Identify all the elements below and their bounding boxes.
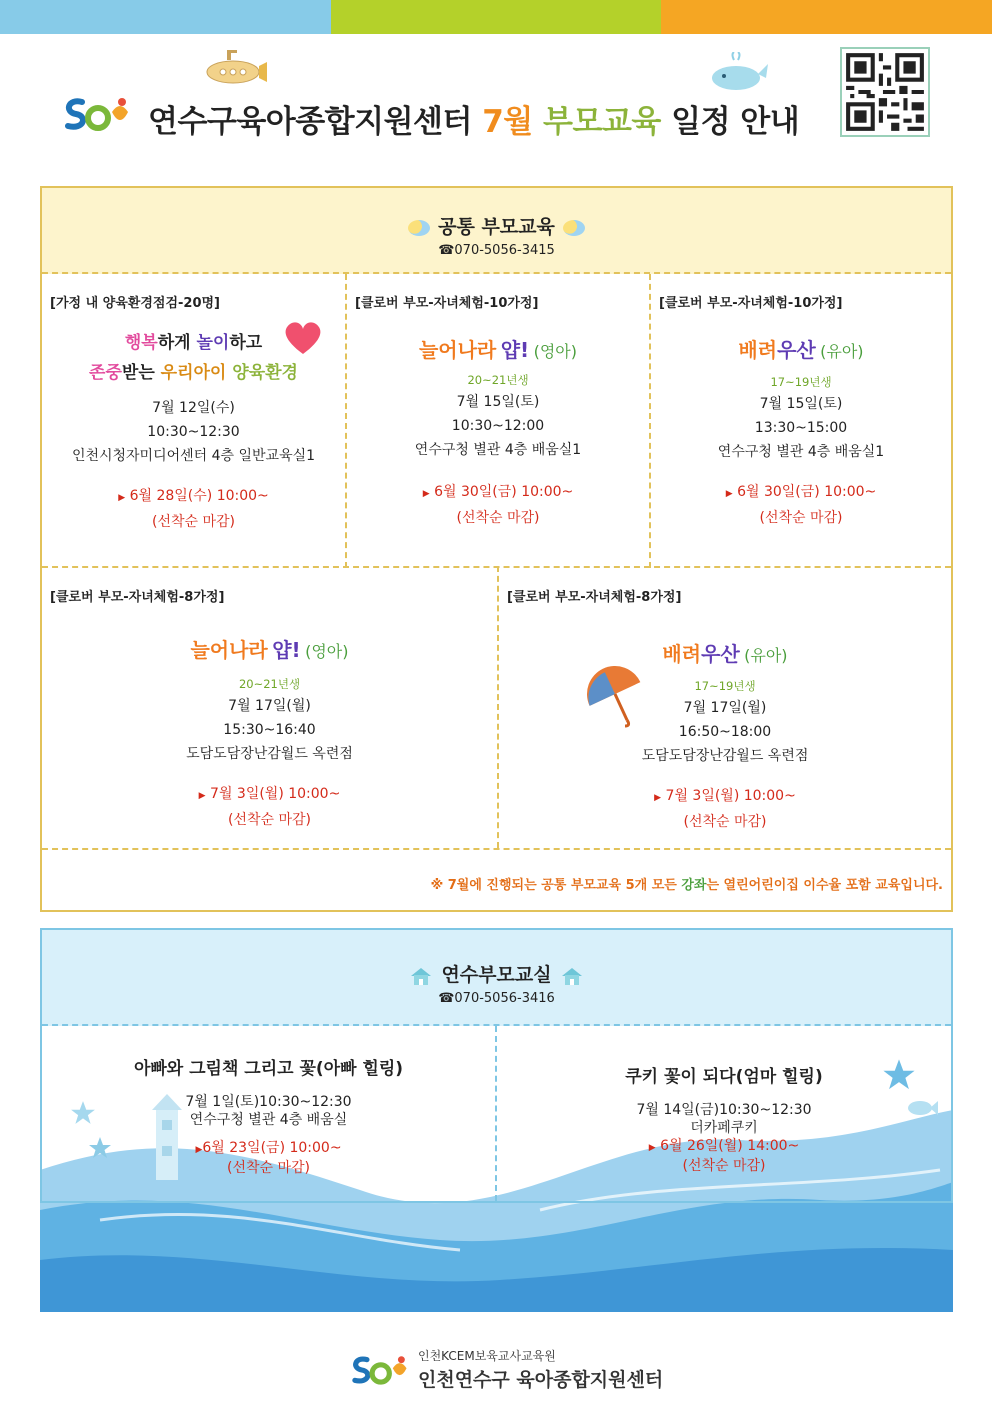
footer	[348, 1345, 668, 1395]
program-date: 7월 17일(월)	[228, 698, 311, 714]
program-title: 쿠키 꽃이 되다(엄마 힐링)	[625, 1067, 823, 1087]
program-place: 연수구청 별관 4층 배움실1	[717, 444, 885, 460]
program-tag: [클로버 부모-자녀체험-8가정]	[507, 590, 682, 605]
program-tag: [클로버 부모-자녀체험-10가정]	[659, 296, 843, 311]
program-time: 15:30~16:40	[223, 722, 316, 738]
program-place: 연수구청 별관 4층 배움실1	[414, 442, 582, 458]
footnote: ※ 7월에 진행되는 공통 부모교육 5개 모든 강좌는 열린어린이집 이수율 포함 교육입니다.	[430, 878, 943, 893]
qr-code-icon	[842, 49, 928, 135]
program-time: 16:50~18:00	[678, 724, 772, 740]
center-logo-icon	[60, 92, 132, 136]
apply-date: ▶6월 23일(금) 10:00~	[195, 1140, 342, 1156]
program-card	[42, 568, 497, 848]
program-card	[499, 568, 951, 848]
apply-note: (선착순 마감)	[227, 1160, 310, 1176]
section2-header	[42, 930, 951, 1026]
program-date: 7월 12일(수)	[152, 400, 235, 416]
program-title: 늘어나라 얍! (영아)	[190, 638, 349, 662]
program-place: 도담도담장난감월드 옥련점	[186, 746, 353, 762]
apply-note: (선착순 마감)	[456, 510, 540, 526]
program-title: 배려우산 (유아)	[738, 338, 864, 362]
program-card	[42, 1054, 495, 1177]
program-card	[497, 1062, 951, 1175]
house-icon	[409, 967, 433, 985]
apply-note: (선착순 마감)	[152, 514, 235, 530]
program-time: 13:30~15:00	[754, 420, 848, 436]
apply-note: (선착순 마감)	[682, 1158, 766, 1174]
program-datetime: 7월 14일(금)10:30~12:30	[636, 1102, 812, 1118]
title-org: 연수구육아종합지원센터	[148, 104, 472, 140]
program-age: 20~21년생	[467, 373, 529, 387]
title-month: 7월	[482, 104, 533, 140]
program-place: 인천시청자미디어센터 4층 일반교육실1	[71, 448, 316, 464]
top-color-bar	[0, 0, 992, 34]
program-time: 10:30~12:30	[147, 424, 240, 440]
qr-code[interactable]	[840, 47, 930, 137]
program-title: 행복하게 놀이하고 존중받는 우리아이 양육환경	[89, 333, 298, 383]
apply-note: (선착순 마감)	[228, 812, 311, 828]
section1-header	[42, 188, 951, 274]
apply-date: ▶ 6월 30일(금) 10:00~	[422, 484, 574, 500]
yeonsu-parent-class-section	[40, 928, 953, 1203]
program-place: 연수구청 별관 4층 배움실	[189, 1112, 348, 1128]
apply-date: ▶ 6월 30일(금) 10:00~	[725, 484, 877, 500]
program-card	[347, 274, 649, 566]
center-logo-icon	[348, 1351, 410, 1389]
title-topic: 부모교육	[543, 104, 661, 140]
program-tag: [클로버 부모-자녀체험-8가정]	[50, 590, 225, 605]
program-card	[651, 274, 951, 566]
program-title: 아빠와 그림책 그리고 꽃(아빠 힐링)	[133, 1059, 404, 1079]
apply-date: ▶ 6월 28일(수) 10:00~	[118, 488, 269, 504]
divider	[42, 848, 951, 850]
program-place: 더카페쿠키	[690, 1120, 758, 1136]
section2-phone: ☎070-5056-3416	[438, 991, 555, 1006]
bubble-icon	[408, 220, 430, 236]
program-date: 7월 15일(토)	[759, 396, 843, 412]
program-tag: [가정 내 양육환경점검-20명]	[50, 296, 221, 311]
apply-date: ▶ 6월 26일(월) 14:00~	[648, 1138, 800, 1154]
apply-date: ▶ 7월 3일(월) 10:00~	[198, 786, 341, 802]
submarine-icon	[205, 48, 267, 84]
program-tag: [클로버 부모-자녀체험-10가정]	[355, 296, 539, 311]
program-date: 7월 15일(토)	[456, 394, 540, 410]
page-title	[148, 96, 799, 141]
page-header	[60, 92, 840, 142]
program-age: 20~21년생	[238, 677, 301, 691]
program-title: 늘어나라 얍! (영아)	[418, 338, 578, 362]
program-datetime: 7월 1일(토)10:30~12:30	[185, 1094, 352, 1110]
program-place: 도담도담장난감월드 옥련점	[641, 748, 809, 764]
apply-date: ▶ 7월 3일(월) 10:00~	[654, 788, 796, 804]
section2-title: 연수부모교실	[441, 964, 552, 986]
bubble-icon	[563, 220, 585, 236]
program-date: 7월 17일(월)	[683, 700, 767, 716]
section1-phone: ☎070-5056-3415	[438, 243, 555, 258]
common-parent-education-section	[40, 186, 953, 912]
program-card	[42, 274, 345, 566]
program-age: 17~19년생	[694, 679, 756, 693]
program-title: 배려우산 (유아)	[662, 642, 788, 666]
footer-subtitle: 인천KCEM보육교사교육원	[418, 1349, 556, 1363]
section1-title: 공통 부모교육	[438, 216, 555, 238]
footer-title: 인천연수구 육아종합지원센터	[418, 1369, 664, 1391]
apply-note: (선착순 마감)	[759, 510, 843, 526]
title-suffix: 일정 안내	[671, 104, 800, 140]
program-time: 10:30~12:00	[451, 418, 545, 434]
whale-icon	[708, 52, 770, 92]
program-age: 17~19년생	[770, 375, 832, 389]
apply-note: (선착순 마감)	[683, 814, 767, 830]
house-icon	[560, 967, 584, 985]
